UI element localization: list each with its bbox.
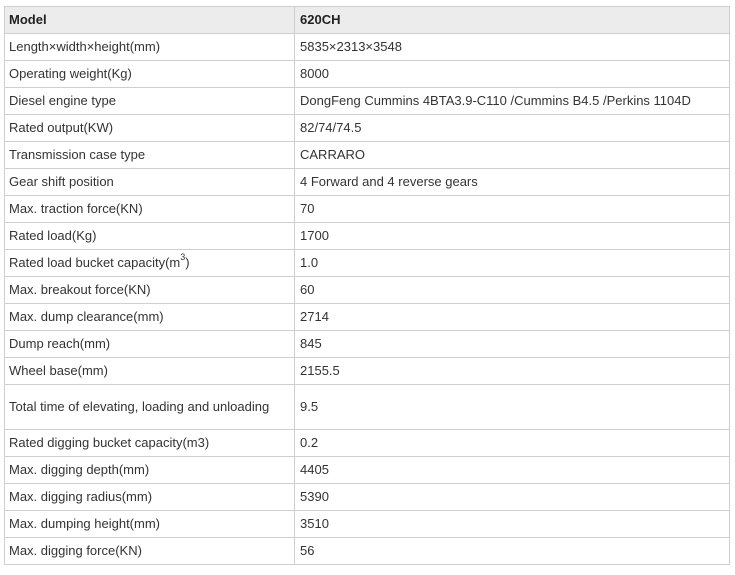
row-value: 1700 [295,223,730,250]
table-header-row [5,7,730,34]
table-row [5,88,730,115]
header-label: Model [5,7,295,34]
row-label: Wheel base(mm) [5,358,295,385]
row-label: Transmission case type [5,142,295,169]
spec-table [4,6,730,565]
row-label: Max. dump clearance(mm) [5,304,295,331]
row-value: 5390 [295,484,730,511]
row-label: Operating weight(Kg) [5,61,295,88]
table-row [5,358,730,385]
row-label: Max. breakout force(KN) [5,277,295,304]
table-row [5,385,730,430]
row-value: 82/74/74.5 [295,115,730,142]
table-row [5,34,730,61]
row-value: 5835×2313×3548 [295,34,730,61]
row-value: 70 [295,196,730,223]
header-model-value: 620CH [295,7,730,34]
table-row [5,223,730,250]
row-label: Max. dumping height(mm) [5,511,295,538]
table-row [5,169,730,196]
table-row [5,430,730,457]
table-row [5,538,730,565]
table-row [5,61,730,88]
row-label: Diesel engine type [5,88,295,115]
row-label: Length×width×height(mm) [5,34,295,61]
row-label: Max. digging radius(mm) [5,484,295,511]
table-row [5,331,730,358]
row-value: 4 Forward and 4 reverse gears [295,169,730,196]
row-label: Max. digging force(KN) [5,538,295,565]
row-value: DongFeng Cummins 4BTA3.9-C110 /Cummins B4.5 /Perkins 1104D [295,88,730,115]
row-value: 1.0 [295,250,730,277]
row-label-text: Rated load bucket capacity(m [9,255,181,270]
row-label: Max. digging depth(mm) [5,457,295,484]
table-row [5,196,730,223]
row-value: 0.2 [295,430,730,457]
row-value: 2155.5 [295,358,730,385]
row-label: Rated load(Kg) [5,223,295,250]
row-label-suffix: ) [185,255,190,270]
row-label: Gear shift position [5,169,295,196]
table-row [5,484,730,511]
row-label: Rated digging bucket capacity(m3) [5,430,295,457]
row-value: 8000 [295,61,730,88]
row-value: CARRARO [295,142,730,169]
superscript-3: 3 [180,251,186,262]
row-label: Max. traction force(KN) [5,196,295,223]
row-value: 2714 [295,304,730,331]
table-row [5,511,730,538]
row-value: 845 [295,331,730,358]
table-row [5,250,730,277]
row-value: 4405 [295,457,730,484]
table-row [5,457,730,484]
table-row [5,304,730,331]
table-row [5,142,730,169]
row-label [5,250,295,277]
table-row [5,277,730,304]
row-value: 56 [295,538,730,565]
row-label: Dump reach(mm) [5,331,295,358]
row-value: 3510 [295,511,730,538]
row-label: Rated output(KW) [5,115,295,142]
row-label: Total time of elevating, loading and unloading [5,385,295,430]
row-value: 9.5 [295,385,730,430]
row-value: 60 [295,277,730,304]
table-row [5,115,730,142]
